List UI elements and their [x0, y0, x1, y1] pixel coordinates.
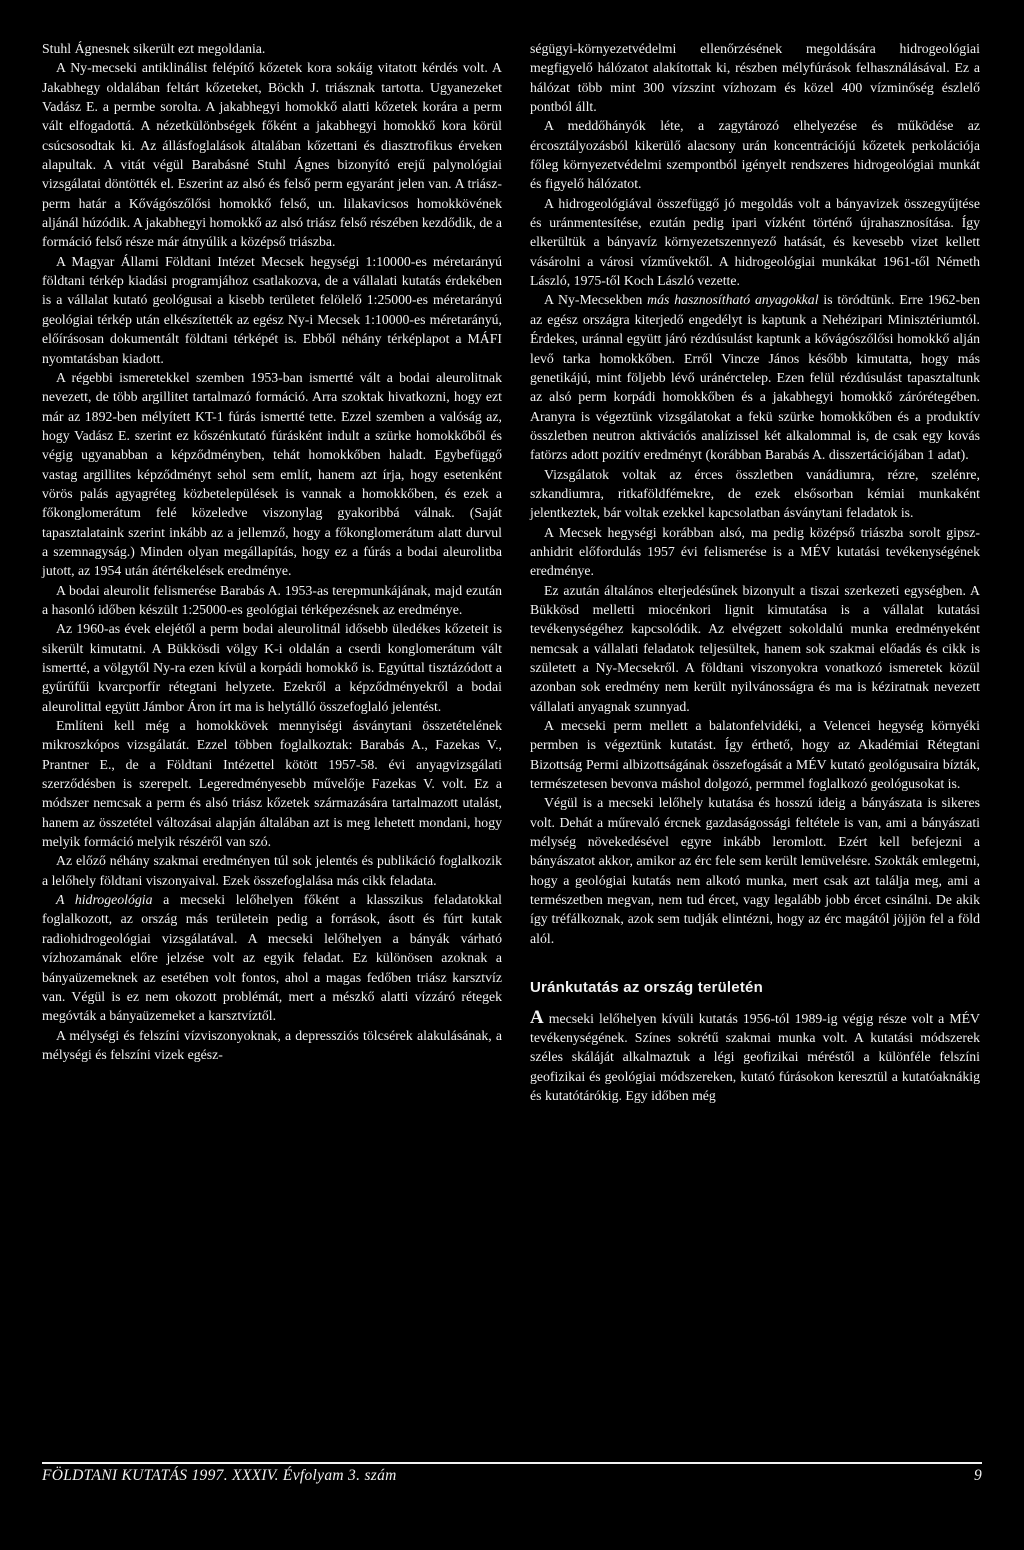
- paragraph-text: A Ny-Mecsekben: [544, 292, 648, 308]
- paragraph: Az 1960-as évek elejétől a perm bodai aleurolitnál idősebb üledékes kőzeteit is sikerült kimutatni. A Bükkösdi völgy K-i oldalán a cserdi konglomerátum vált ismertté, a völgytől Ny-ra ezen kívül a korpádi homokkő is. Egyúttal tisztázódott a gyűrűfűi kvarcporfír rétegtani helyzete. Ezekről a képződményekről a bodai aleurolittal együtt Jámbor Áron írt ma is helytálló összefoglaló jelentést.: [42, 621, 502, 714]
- paragraph: A hidrogeológiával összefüggő jó megoldás volt a bányavizek összegyűjtése és uránmentesítése, ezután pedig ipari vízként történő újrahasznosítása. Így elkerültük a bányavíz környezetszennyező hatását, és kevesebb vizet kellett vásárolni a városi vízművektől. A hidrogeológiai munkákat 1961-től Németh László, 1975-től Koch László vezette.: [530, 195, 980, 289]
- page-footer: [42, 1467, 982, 1485]
- section-heading: Uránkutatás az ország területén: [530, 979, 763, 997]
- paragraph: Ez azután általános elterjedésűnek bizonyult a tiszai szerkezeti egységben. A Bükkösd melletti miocénkori lignit kimutatása is a vállalat kutatási tevékenységéhez kapcsolódik. Az elvégzett sokoldalú munka eredményeként nemcsak a vállalati feladatok teljesültek, hanem sok szakmai előadás és cikk is született a Ny-Mecsekről. A földtani viszonyokra vonatkozó ismeretek közül azonban sok eredmény nem került nyilvánosságra és ma is kéziratnak nevezett vállalati anyagnak szunnyad.: [530, 582, 980, 714]
- paragraph: [42, 890, 502, 1025]
- paragraph: Végül is a mecseki lelőhely kutatása és hosszú ideig a bányászata is sikeres volt. Dehát a műrevaló ércnek gazdaságossági feltétele is van, ami a bányászati mélység növekedésével egyre inkább leromlott. Ezért kell befejezni a bányászatot akkor, amikor az érc fele sem került lemüvelésre. Szokták emlegetni, hogy a geológiai kutatás nem alkotó munka, mert csak azt találja meg, ami a természetben megvan, nem tud ércet, vagy legalább jobb ércet csinálni. De akik így tréfálkoznak, azok sem tudják elintézni, hogy az érc magától jöjjön fel a föld alól.: [530, 795, 980, 946]
- paragraph: ségügyi-környezetvédelmi ellenőrzésének megoldására hidrogeológiai megfigyelő hálózatot alakítottak ki, részben mélyfúrások felhasználásával. Ez a hálózat több mint 300 vízszint vízhozam és közel 400 vízminőség észlelő pontból állt.: [530, 41, 980, 115]
- paragraph-text: mecseki lelőhelyen kívüli kutatás 1956-tól 1989-ig végig része volt a MÉV tevékenységének. Színes sokrétű szakmai munka volt. A kutatási módszerek széles skáláját alkalmaztuk a légi geofizikai méréstől a különféle felszíni geofizikai és geológiai módszereken, kutató fúrásokon keresztül a kutatóaknákig és kutatótárókig. Egy időben még: [530, 1010, 980, 1103]
- paragraph: [530, 1008, 980, 1106]
- paragraph: A mélységi és felszíni vízviszonyoknak, a depressziós tölcsérek alakulásának, a mélységi és felszíni vizek egész-: [42, 1027, 502, 1062]
- paragraph: Vizsgálatok voltak az érces összletben vanádiumra, rézre, szelénre, szkandiumra, ritkaföldfémekre, de ezek elsősorban kémiai munkaként jelentkeztek, bár voltak ezekkel kapcsolatban ásványtani feladatok is.: [530, 466, 980, 521]
- footer-rule: [42, 1462, 982, 1464]
- paragraph: A meddőhányók léte, a zagytározó elhelyezése és működése az ércosztályozásból kikerülő alacsony urán koncentrációjú kőzetek perkolációja főleg környezetvédelmi szempontból igényelt rendszeres hidrogeológiai munkát és figyelő hálózatot.: [530, 118, 980, 192]
- right-column: [530, 39, 980, 1105]
- paragraph-text: a mecseki lelőhelyen főként a klasszikus feladatokkal foglalkozott, az ország más területein pedig a források, ásott és fúrt kutak radiohidrogeológiai vizsgálatával. A mecseki lelőhelyen a bányák várható vízhozamának előre jelzése volt az egyik feladat. Ez különösen azoknak a bányaüzemeknek az esetében volt fontos, ahol a magas fedőben triász karsztvíz van. Végül is ez nem okozott problémát, mert a mészkő alatti vízzáró rétegek megóvták a bányaüzemeket a karsztvíztől.: [42, 892, 502, 1024]
- page-number: 9: [973, 1467, 982, 1484]
- drop-cap: A: [530, 1006, 544, 1028]
- paragraph: A Ny-mecseki antiklinálist felépítő kőzetek kora sokáig vitatott kérdés volt. A Jakabhegy oldalában feltárt kőzeteket, Böckh J. triásznak tartotta. Ugyanezeket Vadász E. a permbe sorolta. A jakabhegyi homokkő alatti kőzetek korára a perm vált elfogadottá. A nézetkülönbségek főként a jakabhegyi homokkő kora körül csúcsosodtak ki. Az állásfoglalások általában kőzettani és diasztrofikus érveken alapultak. A vitát végül Barabásné Stuhl Ágnes bizonyító erejű palynológiai vizsgálatai döntötték el. Eszerint az alsó és felső perm egyaránt jelen van. A triász-perm határ a Kővágószőlősi homokkő felső, un. lilakavicsos homokkövének aljánál húzódik. A jakabhegyi homokkő az alsó triász felső részében kezdődik, de a formáció felső része már átnyúlik a középső triászba.: [42, 60, 502, 250]
- paragraph: [530, 290, 980, 464]
- journal-title: FÖLDTANI KUTATÁS 1997. XXXIV. Évfolyam 3. szám: [42, 1467, 397, 1484]
- paragraph: Stuhl Ágnesnek sikerült ezt megoldania.: [42, 41, 266, 56]
- emphasis: A hidrogeológia: [56, 892, 153, 908]
- paragraph: A régebbi ismeretekkel szemben 1953-ban ismertté vált a bodai aleurolitnak nevezett, de több argillitet tartalmazó formáció. Arra szoktak hivatkozni, hogy ezt már az 1892-ben mélyített KT-1 fúrás ismertté tette. Ezzel szemben a valóság az, hogy Vadász E. szerint ez kőszénkutató fúrásként indult a szürke homokkőből és végig ugyanabban a képződményben, tehát homokkőben haladt. Egybefüggő vastag argillites képződményt sehol sem említ, hanem azt írja, hogy esetenként vörös palás agyagréteg közbetelepülések is vannak a homokkőben, és ezek a főkonglomerátum felé közeledve viszonylag gyakoribbá válnak. (Saját tapasztalataink szerint inkább az a jellemző, hogy a főkonglomerátum alatt durvul a szemnagyság.) Minden olyan megállapítás, hogy ez a fúrás a bodai aleurolitba jutott, az 1954 után átértékelések eredménye.: [42, 369, 502, 579]
- emphasis: más hasznosítható anyagokkal: [647, 292, 819, 308]
- paragraph: A Mecsek hegységi korábban alsó, ma pedig középső triászba sorolt gipsz-anhidrit előfordulás 1957 évi felismerése is a MÉV kutatási tevékenységének eredménye.: [530, 524, 980, 579]
- paragraph: Említeni kell még a homokkövek mennyiségi ásványtani összetételének mikroszkópos vizsgálatát. Ezzel többen foglalkoztak: Barabás A., Fazekas V., Prantner E., de a Földtani Intézettel kötött 1957-58. évi anyagvizsgálati szerződésben is szerepelt. Legeredményesebb művelője Fazekas V. volt. Ez a módszer nemcsak a perm és alsó triász kőzetek származására tartalmazott utalást, hanem az összetétel változásai alapján általában azt is meg lehetett mondani, hogy melyik formáció melyik részéről van szó.: [42, 718, 502, 850]
- paragraph: Az előző néhány szakmai eredményen túl sok jelentés és publikáció foglalkozik a lelőhely földtani viszonyaival. Ezek összefoglalása más cikk feladata.: [42, 853, 502, 888]
- paragraph: A bodai aleurolit felismerése Barabás A. 1953-as terepmunkájának, majd ezután a hasonló időben készült 1:25000-es geológiai térképezésnek az eredménye.: [42, 582, 502, 617]
- paragraph: A Magyar Állami Földtani Intézet Mecsek hegységi 1:10000-es méretarányú földtani térkép kiadási programjához csatlakozva, de a vállalati kutatás érdekében is a vállalat kutató geológusai a kisebb területet felölelő 1:25000-es méretarányú geológiai térkép után elkészítették az egész Ny-i Mecsek 1:10000-es méretarányú, előírásosan dokumentált földtani térképét is. Ebből néhány térképlapot a MÁFI nyomtatásban kiadott.: [42, 253, 502, 366]
- paragraph-text: is töródtünk. Erre 1962-ben az egész országra kiterjedő engedélyt is kaptunk a Nehézipari Minisztériumtól. Érdekes, uránnal együtt járó rézdúsulást kaptunk a kővágószőlősi homokkő alján levő tarka homokkőben. Erről Vincze János később kimutatta, hogy más genetikájú, mint följebb lévő uránércteleр. Ezen felül rézdúsulást tapasztaltunk az alsó perm korpádi homokkőben és a jakabhegyi homokkő zárórétegében. Aranyra is végeztünk vizsgálatokat a fekü szürke homokkőben és a produktív összletben neutron aktivációs analízissel két alkalommal is, de csak egy kovás fatörzs adott pozitív eredményt (korábban Barabás A. disszertációjában 1 adat).: [530, 292, 981, 463]
- left-column: [42, 39, 502, 1064]
- paragraph: A mecseki perm mellett a balatonfelvidéki, a Velencei hegység környéki permben is végeztünk kutatást. Így érthető, hogy az Akadémiai Rétegtani Bizottság Permi albizottságának összefogását a MÉV kutató geológusaira bízták, természetesen bevonva máshol dolgozó, permmel foglalkozó geológusokat is.: [530, 718, 980, 792]
